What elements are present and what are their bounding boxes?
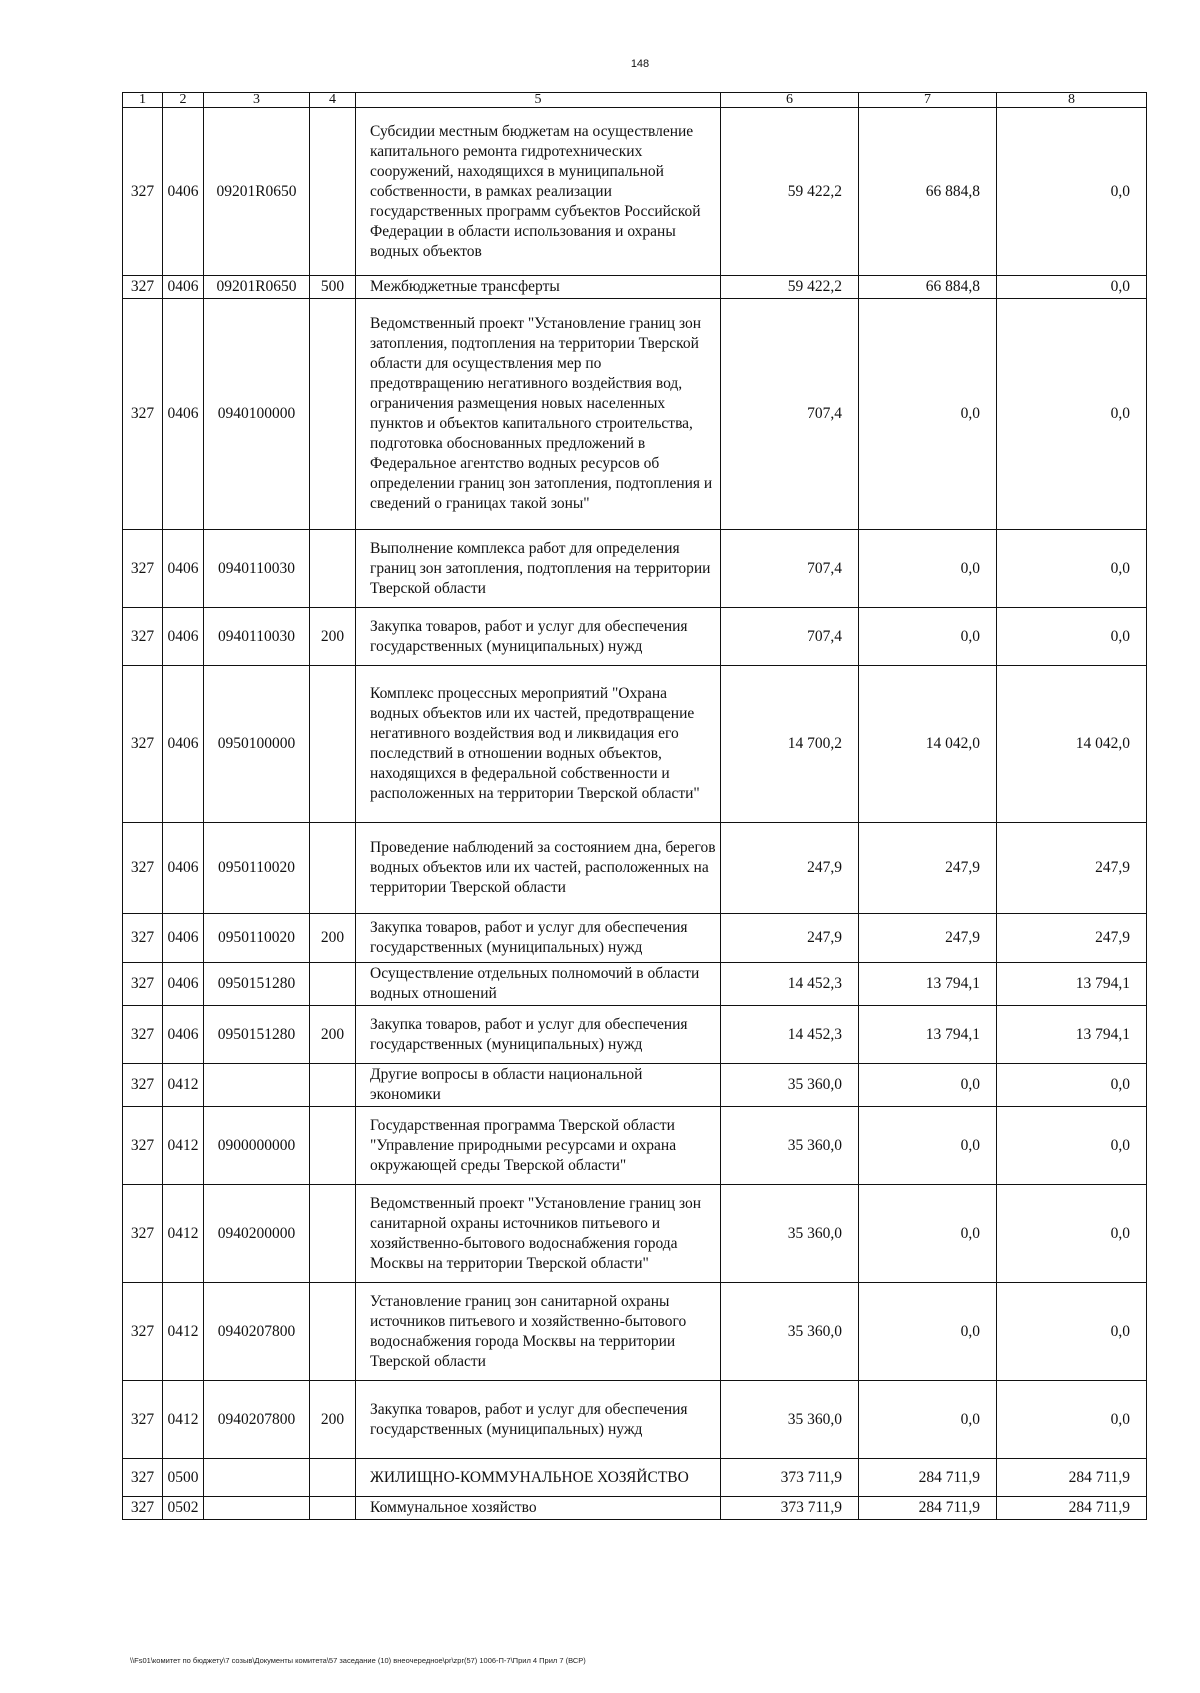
expense-type-code <box>310 530 356 608</box>
section-code: 0406 <box>163 914 204 963</box>
amount-year-2: 13 794,1 <box>859 1006 997 1064</box>
amount-year-3: 13 794,1 <box>997 1006 1147 1064</box>
table-row <box>123 299 1147 530</box>
amount-year-1: 35 360,0 <box>721 1107 859 1185</box>
table-row <box>123 608 1147 666</box>
kvsr-code: 327 <box>123 914 163 963</box>
item-name: Закупка товаров, работ и услуг для обеспечения государственных (муниципальных) нужд <box>356 1381 721 1459</box>
expense-type-code <box>310 963 356 1006</box>
amount-year-2: 66 884,8 <box>859 276 997 299</box>
section-code: 0406 <box>163 666 204 823</box>
target-article-code <box>204 1064 310 1107</box>
amount-year-1: 707,4 <box>721 299 859 530</box>
item-name: ЖИЛИЩНО-КОММУНАЛЬНОЕ ХОЗЯЙСТВО <box>356 1459 721 1497</box>
amount-year-2: 0,0 <box>859 1185 997 1283</box>
amount-year-2: 66 884,8 <box>859 108 997 276</box>
amount-year-1: 35 360,0 <box>721 1064 859 1107</box>
table-row <box>123 1064 1147 1107</box>
item-name: Другие вопросы в области национальной экономики <box>356 1064 721 1107</box>
item-name: Закупка товаров, работ и услуг для обеспечения государственных (муниципальных) нужд <box>356 608 721 666</box>
item-name: Комплекс процессных мероприятий "Охрана водных объектов или их частей, предотвращение негативного воздействия вод и ликвидация его последствий в отношении водных объектов, находящихся в федеральной собственности и расположенных на территории Тверской области" <box>356 666 721 823</box>
amount-year-2: 247,9 <box>859 823 997 914</box>
amount-year-2: 0,0 <box>859 1107 997 1185</box>
amount-year-3: 0,0 <box>997 1185 1147 1283</box>
expense-type-code <box>310 108 356 276</box>
amount-year-2: 0,0 <box>859 530 997 608</box>
column-number: 1 <box>123 93 163 108</box>
amount-year-1: 59 422,2 <box>721 276 859 299</box>
column-number: 7 <box>859 93 997 108</box>
section-code: 0406 <box>163 276 204 299</box>
item-name: Осуществление отдельных полномочий в области водных отношений <box>356 963 721 1006</box>
kvsr-code: 327 <box>123 1185 163 1283</box>
amount-year-2: 0,0 <box>859 608 997 666</box>
item-name: Коммунальное хозяйство <box>356 1497 721 1520</box>
amount-year-2: 14 042,0 <box>859 666 997 823</box>
expense-type-code: 200 <box>310 914 356 963</box>
expense-type-code <box>310 299 356 530</box>
table-row <box>123 1459 1147 1497</box>
amount-year-3: 13 794,1 <box>997 963 1147 1006</box>
item-name: Ведомственный проект "Установление границ зон затопления, подтопления на территории Тверской области для осуществления мер по предотвращению негативного воздействия вод, ограничения размещения новых населенных пунктов и объектов капитального строительства, подготовка обоснованных предложений в Федеральное агентство водных ресурсов об определении границ зон затопления, подтопления и сведений о границах такой зоны" <box>356 299 721 530</box>
amount-year-3: 14 042,0 <box>997 666 1147 823</box>
kvsr-code: 327 <box>123 1064 163 1107</box>
table-row <box>123 1497 1147 1520</box>
section-code: 0412 <box>163 1185 204 1283</box>
table-row <box>123 963 1147 1006</box>
kvsr-code: 327 <box>123 1006 163 1064</box>
expense-type-code <box>310 1185 356 1283</box>
column-number: 6 <box>721 93 859 108</box>
section-code: 0412 <box>163 1107 204 1185</box>
column-number: 3 <box>204 93 310 108</box>
amount-year-1: 707,4 <box>721 530 859 608</box>
kvsr-code: 327 <box>123 108 163 276</box>
section-code: 0406 <box>163 608 204 666</box>
column-number: 4 <box>310 93 356 108</box>
kvsr-code: 327 <box>123 1283 163 1381</box>
amount-year-3: 0,0 <box>997 608 1147 666</box>
table-row <box>123 1185 1147 1283</box>
footer-file-path: \\Fs01\комитет по бюджету\7 созыв\Документы комитета\57 заседание (10) внеочередное\pr\zpr(57) 1006-П-7\Прил 4 Прил 7 (ВСР) <box>130 1656 586 1665</box>
target-article-code: 09201R0650 <box>204 276 310 299</box>
target-article-code: 0940110030 <box>204 608 310 666</box>
amount-year-3: 247,9 <box>997 823 1147 914</box>
page-number: 148 <box>630 58 650 70</box>
expense-type-code <box>310 666 356 823</box>
kvsr-code: 327 <box>123 608 163 666</box>
amount-year-3: 284 711,9 <box>997 1497 1147 1520</box>
amount-year-3: 0,0 <box>997 1107 1147 1185</box>
kvsr-code: 327 <box>123 1107 163 1185</box>
target-article-code: 0950110020 <box>204 823 310 914</box>
amount-year-2: 284 711,9 <box>859 1459 997 1497</box>
section-code: 0412 <box>163 1283 204 1381</box>
amount-year-2: 13 794,1 <box>859 963 997 1006</box>
kvsr-code: 327 <box>123 963 163 1006</box>
item-name: Выполнение комплекса работ для определения границ зон затопления, подтопления на территории Тверской области <box>356 530 721 608</box>
amount-year-3: 0,0 <box>997 299 1147 530</box>
target-article-code: 0950151280 <box>204 963 310 1006</box>
amount-year-2: 0,0 <box>859 1064 997 1107</box>
column-number-row <box>123 93 1147 108</box>
target-article-code: 0940207800 <box>204 1381 310 1459</box>
target-article-code: 0940207800 <box>204 1283 310 1381</box>
target-article-code: 0950151280 <box>204 1006 310 1064</box>
section-code: 0500 <box>163 1459 204 1497</box>
target-article-code: 0940110030 <box>204 530 310 608</box>
kvsr-code: 327 <box>123 666 163 823</box>
table-row <box>123 1381 1147 1459</box>
amount-year-3: 0,0 <box>997 1064 1147 1107</box>
expense-type-code: 200 <box>310 1381 356 1459</box>
amount-year-3: 284 711,9 <box>997 1459 1147 1497</box>
kvsr-code: 327 <box>123 276 163 299</box>
expense-type-code: 200 <box>310 1006 356 1064</box>
item-name: Межбюджетные трансферты <box>356 276 721 299</box>
table-body <box>123 108 1147 1520</box>
expense-type-code: 500 <box>310 276 356 299</box>
budget-table <box>122 92 1147 1520</box>
expense-type-code <box>310 1064 356 1107</box>
amount-year-3: 247,9 <box>997 914 1147 963</box>
table-row <box>123 530 1147 608</box>
amount-year-2: 0,0 <box>859 1381 997 1459</box>
kvsr-code: 327 <box>123 1459 163 1497</box>
target-article-code <box>204 1497 310 1520</box>
item-name: Закупка товаров, работ и услуг для обеспечения государственных (муниципальных) нужд <box>356 1006 721 1064</box>
column-number: 8 <box>997 93 1147 108</box>
expense-type-code <box>310 823 356 914</box>
item-name: Проведение наблюдений за состоянием дна, берегов водных объектов или их частей, расположенных на территории Тверской области <box>356 823 721 914</box>
amount-year-1: 14 700,2 <box>721 666 859 823</box>
target-article-code: 0900000000 <box>204 1107 310 1185</box>
amount-year-3: 0,0 <box>997 276 1147 299</box>
column-number: 5 <box>356 93 721 108</box>
kvsr-code: 327 <box>123 299 163 530</box>
table-row <box>123 666 1147 823</box>
expense-type-code <box>310 1459 356 1497</box>
amount-year-1: 707,4 <box>721 608 859 666</box>
section-code: 0502 <box>163 1497 204 1520</box>
section-code: 0406 <box>163 108 204 276</box>
item-name: Государственная программа Тверской области "Управление природными ресурсами и охрана окружающей среды Тверской области" <box>356 1107 721 1185</box>
table-row <box>123 108 1147 276</box>
section-code: 0412 <box>163 1064 204 1107</box>
item-name: Установление границ зон санитарной охраны источников питьевого и хозяйственно-бытового водоснабжения города Москвы на территории Тверской области <box>356 1283 721 1381</box>
amount-year-2: 284 711,9 <box>859 1497 997 1520</box>
amount-year-3: 0,0 <box>997 108 1147 276</box>
amount-year-3: 0,0 <box>997 1381 1147 1459</box>
target-article-code: 09201R0650 <box>204 108 310 276</box>
amount-year-1: 59 422,2 <box>721 108 859 276</box>
column-number: 2 <box>163 93 204 108</box>
table-row <box>123 1107 1147 1185</box>
kvsr-code: 327 <box>123 1497 163 1520</box>
expense-type-code <box>310 1107 356 1185</box>
amount-year-1: 35 360,0 <box>721 1185 859 1283</box>
target-article-code: 0940200000 <box>204 1185 310 1283</box>
section-code: 0406 <box>163 530 204 608</box>
section-code: 0406 <box>163 823 204 914</box>
kvsr-code: 327 <box>123 530 163 608</box>
kvsr-code: 327 <box>123 823 163 914</box>
kvsr-code: 327 <box>123 1381 163 1459</box>
amount-year-1: 247,9 <box>721 914 859 963</box>
item-name: Закупка товаров, работ и услуг для обеспечения государственных (муниципальных) нужд <box>356 914 721 963</box>
amount-year-1: 14 452,3 <box>721 1006 859 1064</box>
item-name: Ведомственный проект "Установление границ зон санитарной охраны источников питьевого и хозяйственно-бытового водоснабжения города Москвы на территории Тверской области" <box>356 1185 721 1283</box>
section-code: 0406 <box>163 299 204 530</box>
table-row <box>123 823 1147 914</box>
amount-year-1: 35 360,0 <box>721 1381 859 1459</box>
target-article-code: 0950100000 <box>204 666 310 823</box>
amount-year-3: 0,0 <box>997 530 1147 608</box>
amount-year-1: 373 711,9 <box>721 1497 859 1520</box>
amount-year-2: 0,0 <box>859 1283 997 1381</box>
target-article-code: 0940100000 <box>204 299 310 530</box>
table-row <box>123 1006 1147 1064</box>
amount-year-1: 35 360,0 <box>721 1283 859 1381</box>
target-article-code <box>204 1459 310 1497</box>
section-code: 0412 <box>163 1381 204 1459</box>
amount-year-1: 14 452,3 <box>721 963 859 1006</box>
table-row <box>123 276 1147 299</box>
target-article-code: 0950110020 <box>204 914 310 963</box>
table-row <box>123 1283 1147 1381</box>
table-row <box>123 914 1147 963</box>
amount-year-2: 247,9 <box>859 914 997 963</box>
item-name: Субсидии местным бюджетам на осуществление капитального ремонта гидротехнических сооружений, находящихся в муниципальной собственности, в рамках реализации государственных программ субъектов Российской Федерации в области использования и охраны водных объектов <box>356 108 721 276</box>
amount-year-1: 247,9 <box>721 823 859 914</box>
expense-type-code: 200 <box>310 608 356 666</box>
amount-year-1: 373 711,9 <box>721 1459 859 1497</box>
section-code: 0406 <box>163 1006 204 1064</box>
amount-year-2: 0,0 <box>859 299 997 530</box>
expense-type-code <box>310 1283 356 1381</box>
amount-year-3: 0,0 <box>997 1283 1147 1381</box>
section-code: 0406 <box>163 963 204 1006</box>
expense-type-code <box>310 1497 356 1520</box>
